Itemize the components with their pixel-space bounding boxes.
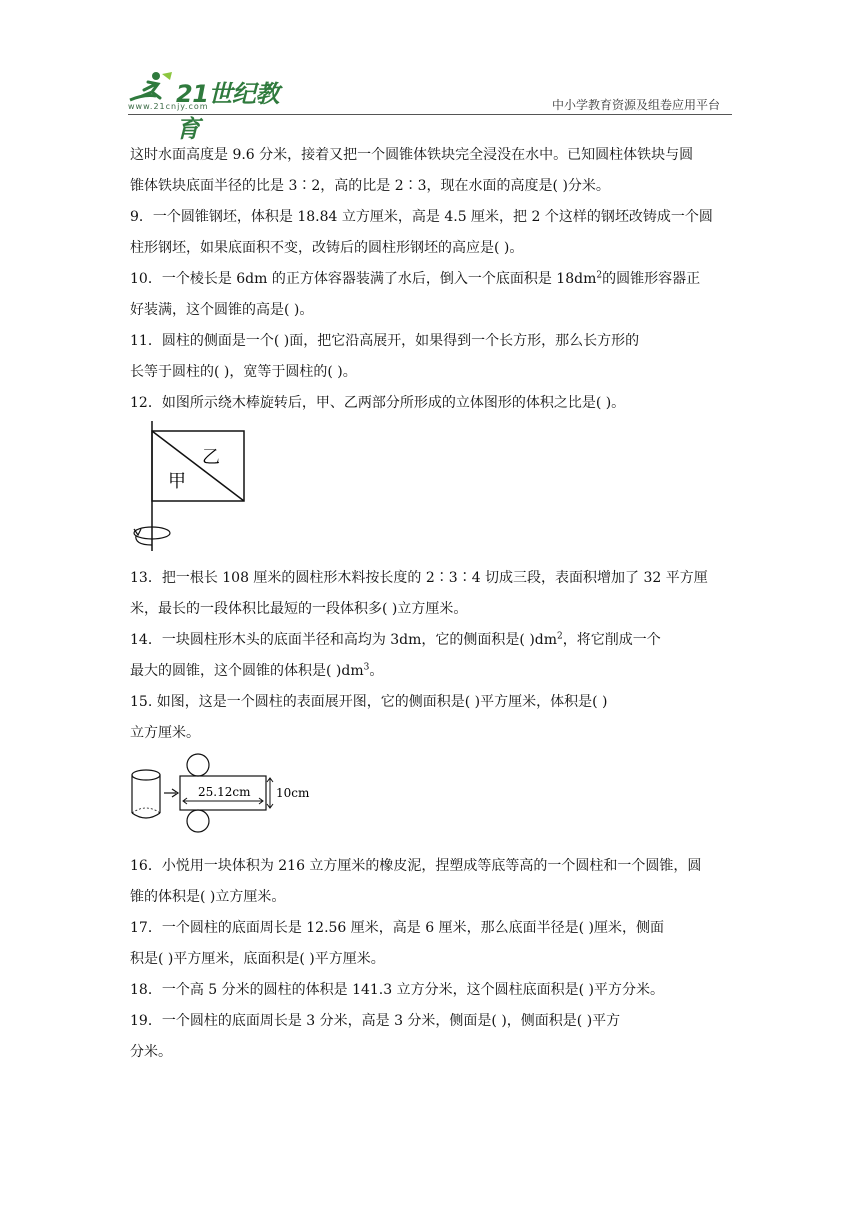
q12-line: 12．如图所示绕木棒旋转后，甲、乙两部分所形成的立体图形的体积之比是( )。 <box>130 395 626 411</box>
label-yi: 乙 <box>202 447 220 468</box>
q18-line: 18．一个高 5 分米的圆柱的体积是 141.3 立方分米，这个圆柱底面积是( )平方分米。 <box>130 982 664 998</box>
q13-line-2: 米，最长的一段体积比最短的一段体积多( )立方厘米。 <box>130 601 468 617</box>
q19-line-2: 分米。 <box>130 1044 172 1060</box>
question-list <box>130 140 732 1068</box>
net-length-label: 25.12cm <box>198 785 251 799</box>
q11-line-2: 长等于圆柱的( )，宽等于圆柱的( )。 <box>130 364 357 380</box>
platform-name: 中小学教育资源及组卷应用平台 <box>551 98 720 112</box>
figure-cylinder-net <box>130 753 330 845</box>
runner-logo-icon <box>126 70 176 104</box>
q10-line-1: 10．一个棱长是 6dm 的正方体容器装满了水后，倒入一个底面积是 $18dm^2$的圆锥形容器正 <box>130 270 701 287</box>
page-header <box>0 0 860 143</box>
q17-line-1: 17．一个圆柱的底面周长是 12.56 厘米，高是 6 厘米，那么底面半径是( )厘米，侧面 <box>130 920 664 936</box>
q15-line-1: 15. 如图，这是一个圆柱的表面展开图，它的侧面积是( )平方厘米，体积是( ) <box>130 694 608 710</box>
q19-line-1: 19．一个圆柱的底面周长是 3 分米，高是 3 分米，侧面是( )，侧面积是( )平方 <box>130 1013 621 1029</box>
q11-line-1: 11．圆柱的侧面是一个( )面，把它沿高展开，如果得到一个长方形，那么长方形的 <box>130 333 640 349</box>
q9-line-2: 柱形钢坯，如果底面积不变，改铸后的圆柱形钢坯的高应是( )。 <box>130 240 524 256</box>
q10-line-2: 好装满，这个圆锥的高是( )。 <box>130 302 314 318</box>
q14-line-1: 14．一块圆柱形木头的底面半径和高均为 3dm，它的侧面积是( )$dm^2$，将它削成一个 <box>130 631 661 648</box>
q8-line-2: 锥体铁块底面半径的比是 3∶2，高的比是 2∶3，现在水面的高度是( )分米。 <box>130 178 610 194</box>
q8-line-1: 这时水面高度是 9.6 分米，接着又把一个圆锥体铁块完全浸没在水中。已知圆柱体铁块与圆 <box>130 147 694 163</box>
logo-text: 21世纪教育 <box>176 80 279 143</box>
q16-line-2: 锥的体积是( )立方厘米。 <box>130 889 286 905</box>
q15-line-2: 立方厘米。 <box>130 725 200 741</box>
q13-line-1: 13．把一根长 108 厘米的圆柱形木料按长度的 2∶3∶4 切成三段，表面积增加了 32 平方厘 <box>130 570 708 586</box>
q14-line-2: 最大的圆锥，这个圆锥的体积是( )$dm^3$。 <box>130 662 384 679</box>
q16-line-1: 16．小悦用一块体积为 216 立方厘米的橡皮泥，捏塑成等底等高的一个圆柱和一个圆锥，圆 <box>130 858 702 874</box>
logo-url: www.21cnjy.com <box>128 102 209 111</box>
q9-line-1: 9．一个圆锥钢坯，体积是 18.84 立方厘米，高是 4.5 厘米，把 2 个这样的钢坯改铸成一个圆 <box>130 209 713 225</box>
logo <box>120 68 290 143</box>
label-jia: 甲 <box>168 471 186 492</box>
q17-line-2: 积是( )平方厘米，底面积是( )平方厘米。 <box>130 951 385 967</box>
header-divider <box>128 114 732 115</box>
figure-rotation-rectangle <box>130 421 260 557</box>
net-width-label: 10cm <box>276 786 310 800</box>
